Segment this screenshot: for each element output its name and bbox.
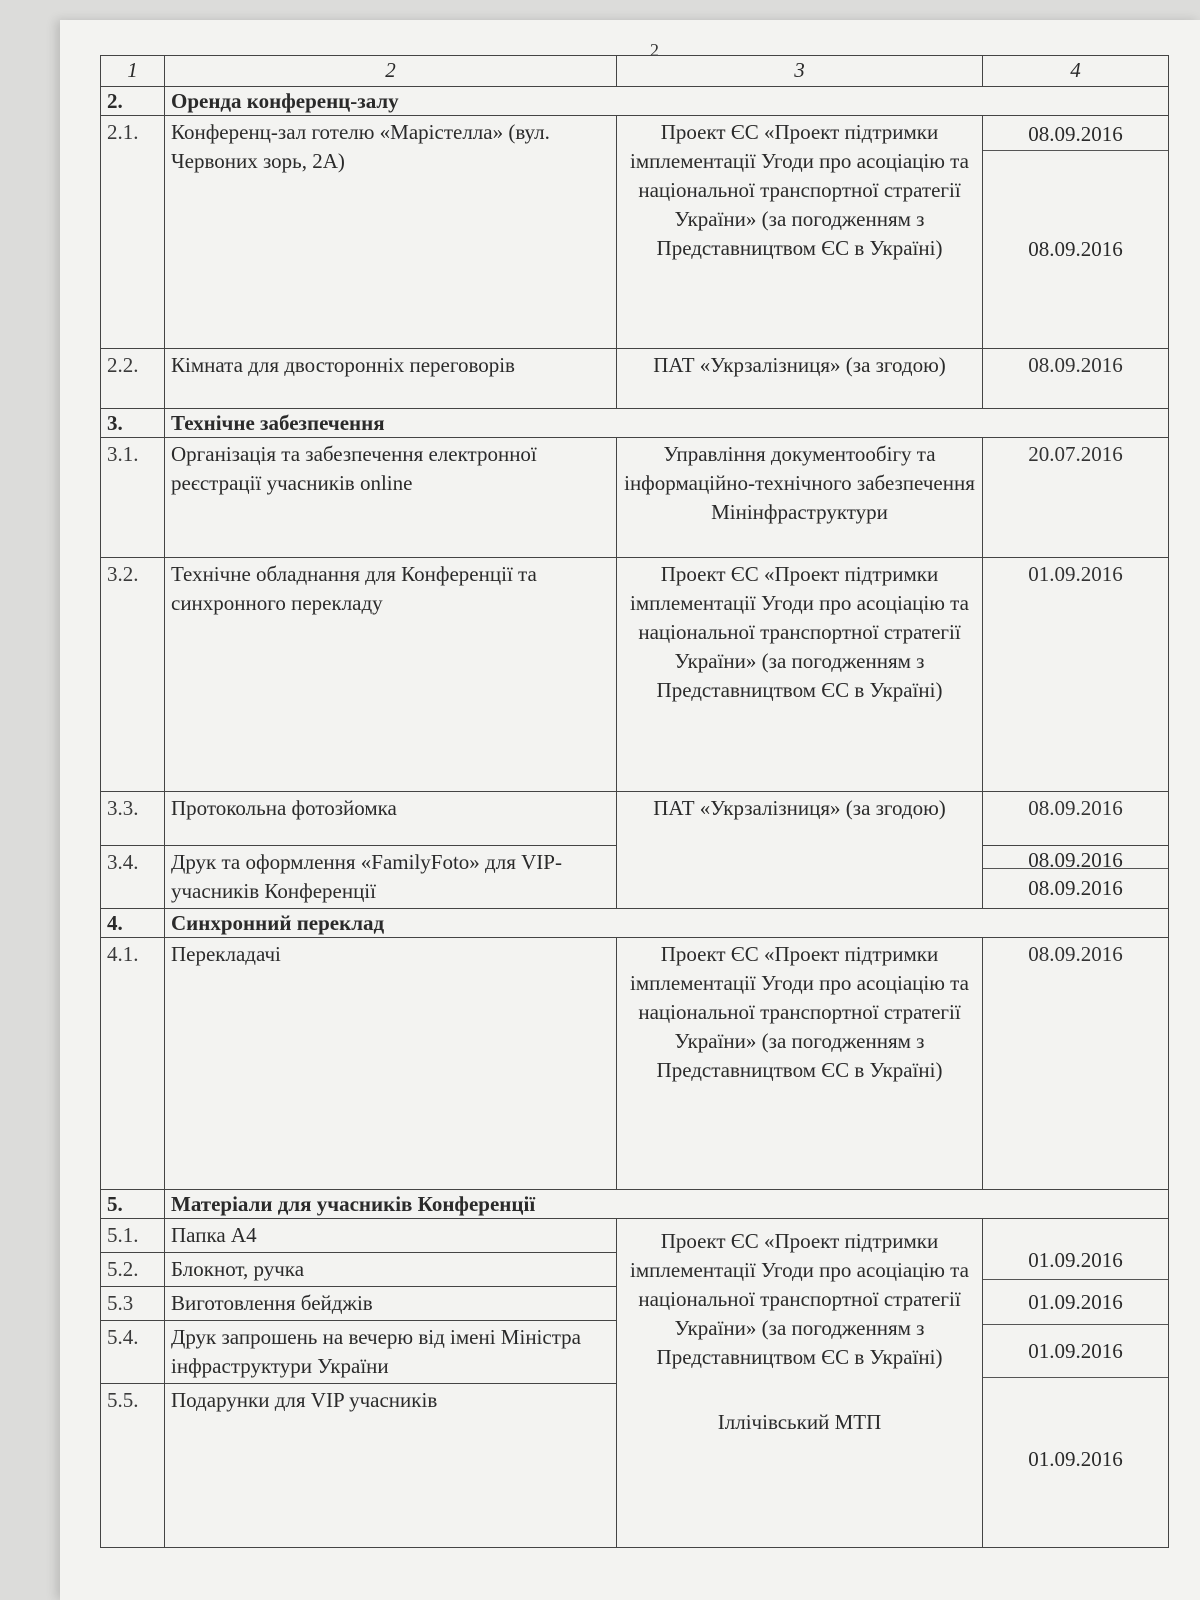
row-responsible: Проект ЄС «Проект підтримки імплементації Угоди про асоціацію та національної транспортної стратегії України» (за погодженням з Представництвом ЄС в Україні) xyxy=(617,558,983,792)
row-responsible: Проект ЄС «Проект підтримки імплементації Угоди про асоціацію та національної транспортної стратегії України» (за погодженням з Представництвом ЄС в Україні) xyxy=(617,938,983,1190)
row-number: 5.2. xyxy=(101,1253,165,1287)
row-date: 08.09.2016 xyxy=(983,868,1168,908)
row-task: Блокнот, ручка xyxy=(165,1253,617,1287)
row-number: 5.5. xyxy=(101,1384,165,1548)
section-row xyxy=(101,87,1169,116)
row-date: 08.09.2016 xyxy=(983,349,1169,409)
row-number: 4.1. xyxy=(101,938,165,1190)
row-task: Кімната для двосторонніх переговорів xyxy=(165,349,617,409)
row-responsible: Управління документообігу та інформаційно-технічного забезпечення Мінінфраструктури xyxy=(617,438,983,558)
row-date: 01.09.2016 xyxy=(983,1279,1168,1324)
row-task: Технічне обладнання для Конференції та синхронного перекладу xyxy=(165,558,617,792)
table-row xyxy=(101,792,1169,846)
row-task: Папка А4 xyxy=(165,1219,617,1253)
row-task: Перекладачі xyxy=(165,938,617,1190)
row-number: 3.2. xyxy=(101,558,165,792)
section-row xyxy=(101,409,1169,438)
section-title: Оренда конференц-залу xyxy=(165,87,1169,116)
row-responsible: Проект ЄС «Проект підтримки імплементації Угоди про асоціацію та національної транспортної стратегії України» (за погодженням з Представництвом ЄС в Україні) xyxy=(617,116,983,349)
section-title: Технічне забезпечення xyxy=(165,409,1169,438)
row-date: 08.09.2016 xyxy=(983,150,1168,348)
section-row xyxy=(101,1190,1169,1219)
responsible-main: Проект ЄС «Проект підтримки імплементації Угоди про асоціацію та національної транспортної стратегії України» (за погодженням з Представництвом ЄС в Україні) xyxy=(630,1229,969,1369)
row-responsible xyxy=(617,1219,983,1548)
section-title: Синхронний переклад xyxy=(165,909,1169,938)
section-row xyxy=(101,909,1169,938)
row-number: 2.1. xyxy=(101,116,165,349)
row-dates xyxy=(983,116,1169,349)
table-row xyxy=(101,116,1169,349)
table-header-row xyxy=(101,56,1169,87)
row-responsible: ПАТ «Укрзалізниця» (за згодою) xyxy=(617,349,983,409)
row-number: 3.4. xyxy=(101,846,165,909)
row-task: Друк запрошень на вечерю від імені Міністра інфраструктури України xyxy=(165,1321,617,1384)
conference-plan-table xyxy=(100,55,1169,1548)
row-task: Друк та оформлення «FamilyFoto» для VIP-учасників Конференції xyxy=(165,846,617,909)
row-task: Організація та забезпечення електронної реєстрації учасників online xyxy=(165,438,617,558)
row-number: 5.3 xyxy=(101,1287,165,1321)
row-number: 2.2. xyxy=(101,349,165,409)
row-date: 08.09.2016 xyxy=(983,938,1169,1190)
row-date: 20.07.2016 xyxy=(983,438,1169,558)
header-col-2: 2 xyxy=(165,56,617,87)
responsible-extra: Іллічівський МТП xyxy=(717,1410,882,1434)
row-date: 01.09.2016 xyxy=(983,1377,1168,1541)
row-date: 08.09.2016 xyxy=(983,792,1169,846)
header-col-1: 1 xyxy=(101,56,165,87)
row-task: Конференц-зал готелю «Марістелла» (вул. Червоних зорь, 2А) xyxy=(165,116,617,349)
section-number: 5. xyxy=(101,1190,165,1219)
row-date: 01.09.2016 xyxy=(983,558,1169,792)
row-responsible: ПАТ «Укрзалізниця» (за згодою) xyxy=(617,792,983,909)
table-row xyxy=(101,938,1169,1190)
table-row xyxy=(101,349,1169,409)
row-task: Протокольна фотозйомка xyxy=(165,792,617,846)
row-date: 01.09.2016 xyxy=(1028,1248,1123,1272)
section-number: 3. xyxy=(101,409,165,438)
row-date: 08.09.2016 xyxy=(1028,848,1123,872)
header-col-4: 4 xyxy=(983,56,1169,87)
row-task: Виготовлення бейджів xyxy=(165,1287,617,1321)
header-col-3: 3 xyxy=(617,56,983,87)
row-date: 08.09.2016 xyxy=(1028,122,1123,146)
row-dates xyxy=(983,1219,1169,1548)
row-number: 5.1. xyxy=(101,1219,165,1253)
page-number: 2 xyxy=(650,40,659,60)
row-number: 3.1. xyxy=(101,438,165,558)
section-number: 2. xyxy=(101,87,165,116)
section-title: Матеріали для учасників Конференції xyxy=(165,1190,1169,1219)
table-row xyxy=(101,438,1169,558)
row-number: 3.3. xyxy=(101,792,165,846)
table-row xyxy=(101,1219,1169,1253)
section-number: 4. xyxy=(101,909,165,938)
row-task: Подарунки для VIP учасників xyxy=(165,1384,617,1548)
row-number: 5.4. xyxy=(101,1321,165,1384)
row-date: 01.09.2016 xyxy=(983,1324,1168,1377)
table-row xyxy=(101,558,1169,792)
row-dates xyxy=(983,846,1169,909)
